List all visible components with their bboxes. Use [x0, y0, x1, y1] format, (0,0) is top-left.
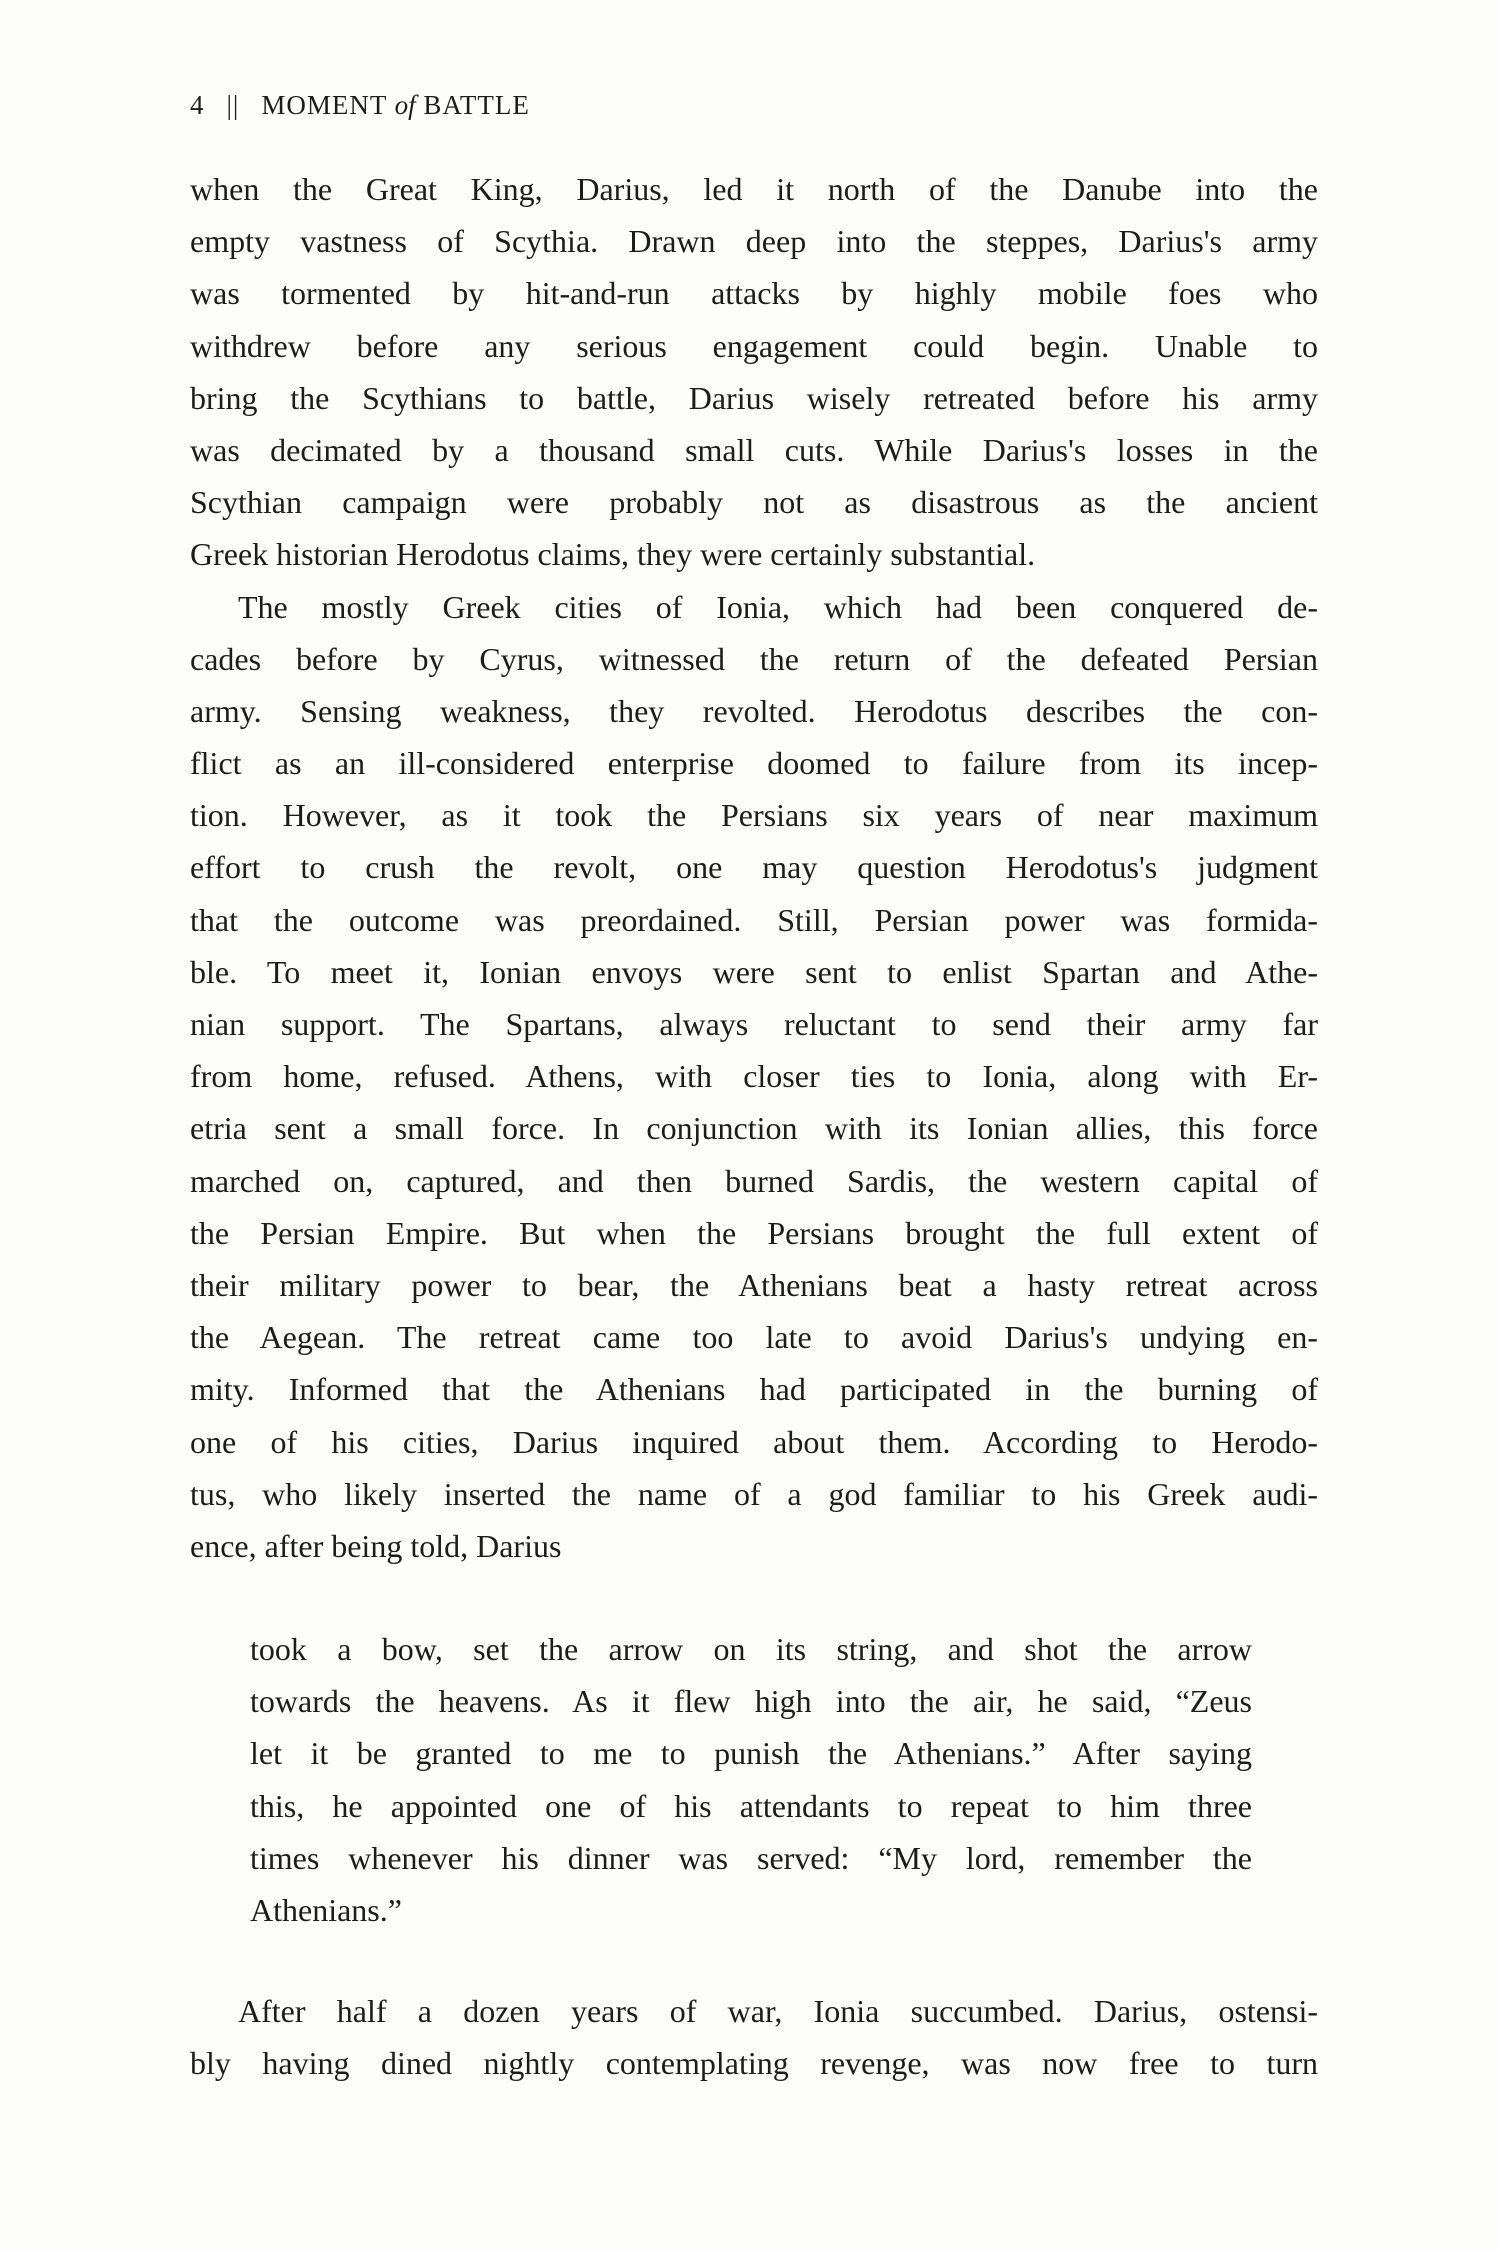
- text-line: the Persian Empire. But when the Persians brought the full extent of: [190, 1214, 1318, 1251]
- body-text: [190, 163, 1318, 1572]
- text-line: the Aegean. The retreat came too late to avoid Darius's undying en-: [190, 1319, 1318, 1356]
- text-line: tus, who likely inserted the name of a god familiar to his Greek audi-: [190, 1475, 1318, 1512]
- text-line: etria sent a small force. In conjunction with its Ionian allies, this force: [190, 1110, 1318, 1147]
- text-line: bly having dined nightly contemplating revenge, was now free to turn: [190, 2045, 1318, 2082]
- text-line: withdrew before any serious engagement could begin. Unable to: [190, 327, 1318, 364]
- text-line: ence, after being told, Darius: [190, 1527, 562, 1564]
- closing-paragraph: [190, 1985, 1318, 2089]
- text-line: towards the heavens. As it flew high into the air, he said, “Zeus: [250, 1683, 1252, 1720]
- book-title: MOMENT of BATTLE: [261, 90, 530, 120]
- text-line: from home, refused. Athens, with closer ties to Ionia, along with Er-: [190, 1058, 1318, 1095]
- text-line: effort to crush the revolt, one may question Herodotus's judgment: [190, 849, 1318, 886]
- text-line: cades before by Cyrus, witnessed the return of the defeated Persian: [190, 640, 1318, 677]
- text-line: tion. However, as it took the Persians six years of near maximum: [190, 797, 1318, 834]
- text-line: nian support. The Spartans, always reluctant to send their army far: [190, 1006, 1318, 1042]
- text-line: Athenians.”: [250, 1891, 402, 1928]
- header-separator: ||: [226, 90, 240, 120]
- text-line: Scythian campaign were probably not as disastrous as the ancient: [190, 484, 1318, 521]
- text-line: times whenever his dinner was served: “My lord, remember the: [250, 1839, 1252, 1876]
- text-line: took a bow, set the arrow on its string, and shot the arrow: [250, 1631, 1252, 1667]
- text-line: let it be granted to me to punish the Athenians.” After saying: [250, 1735, 1252, 1772]
- page-number: 4: [190, 90, 205, 120]
- running-header: [190, 90, 530, 121]
- text-line: empty vastness of Scythia. Drawn deep into the steppes, Darius's army: [190, 223, 1318, 260]
- text-line: their military power to bear, the Athenians beat a hasty retreat across: [190, 1266, 1318, 1303]
- text-line: The mostly Greek cities of Ionia, which had been conquered de-: [238, 588, 1318, 625]
- text-line: After half a dozen years of war, Ionia succumbed. Darius, ostensi-: [238, 1993, 1318, 2029]
- text-line: was decimated by a thousand small cuts. While Darius's losses in the: [190, 431, 1318, 468]
- text-line: bring the Scythians to battle, Darius wisely retreated before his army: [190, 379, 1318, 416]
- text-line: Greek historian Herodotus claims, they were certainly substantial.: [190, 536, 1036, 573]
- text-line: when the Great King, Darius, led it north of the Danube into the: [190, 171, 1318, 207]
- text-line: flict as an ill-considered enterprise doomed to failure from its incep-: [190, 745, 1318, 782]
- text-line: ble. To meet it, Ionian envoys were sent to enlist Spartan and Athe-: [190, 953, 1318, 990]
- text-line: this, he appointed one of his attendants to repeat to him three: [250, 1787, 1252, 1824]
- text-line: that the outcome was preordained. Still, Persian power was formida-: [190, 901, 1318, 938]
- text-line: army. Sensing weakness, they revolted. Herodotus describes the con-: [190, 692, 1318, 729]
- text-line: mity. Informed that the Athenians had participated in the burning of: [190, 1371, 1318, 1408]
- text-line: one of his cities, Darius inquired about them. According to Herodo-: [190, 1423, 1318, 1460]
- text-line: was tormented by hit-and-run attacks by highly mobile foes who: [190, 275, 1318, 312]
- block-quote: [250, 1623, 1252, 1936]
- text-line: marched on, captured, and then burned Sardis, the western capital of: [190, 1162, 1318, 1199]
